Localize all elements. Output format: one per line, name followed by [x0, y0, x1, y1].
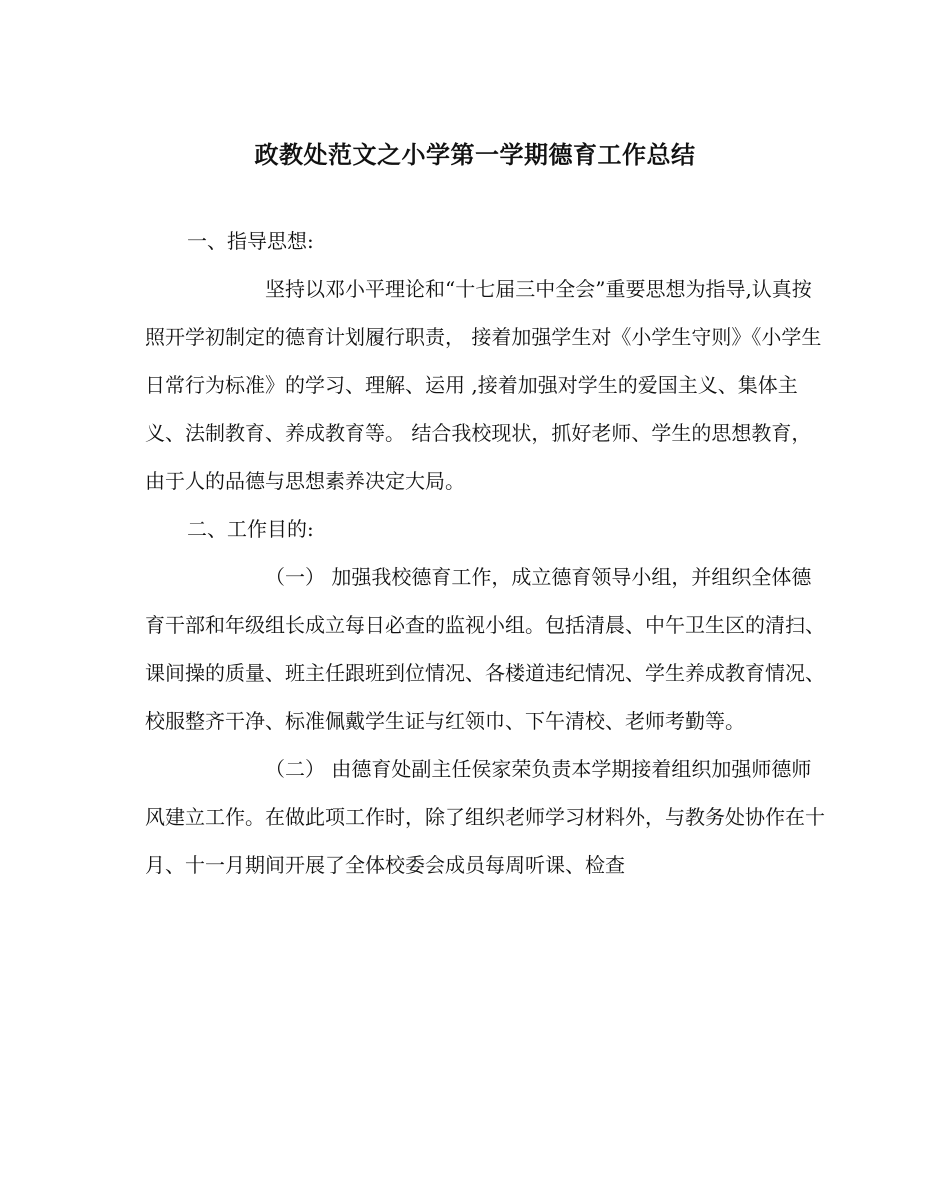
- section-heading-work-goals: 二、工作目的:: [187, 517, 314, 541]
- section-heading-guiding-ideology: 一、指导思想:: [187, 229, 314, 253]
- document-body: [145, 217, 825, 889]
- document-title: 政教处范文之小学第一学期德育工作总结: [254, 141, 696, 169]
- paragraph-work-goal-2: （二） 由德育处副主任侯家荣负责本学期接着组织加强师德师风建立工作。在做此项工作时，除了组织老师学习材料外，与教务处协作在十月、十一月期间开展了全体校委会成员每周听课、检查: [145, 757, 825, 877]
- paragraph-guiding-ideology: 坚持以邓小平理论和“十七届三中全会”重要思想为指导,认真按照开学初制定的德育计划履行职责， 接着加强学生对《小学生守则》《小学生日常行为标准》的学习、理解、运用 ,接着加强对学生的爱国主义、集体主义、法制教育、养成教育等。 结合我校现状，抓好老师、学生的思想教育，由于人的品德与思想素养决定大局。: [145, 277, 822, 493]
- paragraph-work-goal-1: （一） 加强我校德育工作，成立德育领导小组，并组织全体德育干部和年级组长成立每日必查的监视小组。包括清晨、中午卫生区的清扫、课间操的质量、班主任跟班到位情况、各楼道违纪情况、学生养成教育情况、校服整齐干净、标准佩戴学生证与红领巾、下午清校、老师考勤等。: [145, 565, 825, 733]
